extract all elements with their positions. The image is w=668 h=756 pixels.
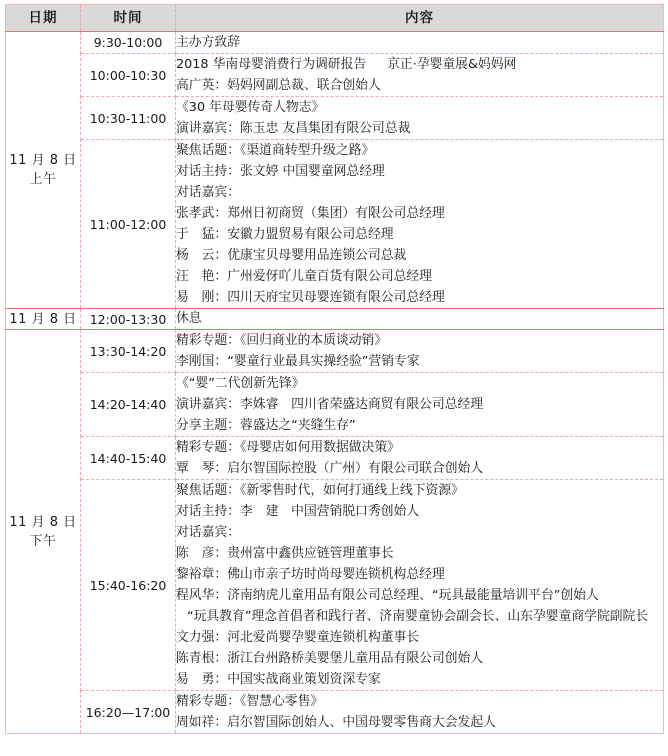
table-row xyxy=(6,309,664,330)
content-line: 精彩专题：《智慧心零售》 xyxy=(176,694,324,709)
time-cell: 12:00-13:30 xyxy=(81,309,176,330)
table-row xyxy=(6,373,664,437)
content-cell xyxy=(176,437,664,480)
content-line: 陈 彦：贵州富中鑫供应链管理董事长 xyxy=(176,546,394,561)
table-row xyxy=(6,691,664,734)
date-period: 下午 xyxy=(29,533,57,549)
content-cell xyxy=(176,330,664,373)
content-line: 文力强：河北爱尚婴孕婴童连锁机构董事长 xyxy=(176,630,420,645)
content-cell xyxy=(176,54,664,97)
table-row xyxy=(6,32,664,54)
content-cell xyxy=(176,32,664,54)
content-line: 演讲嘉宾：陈玉忠 友昌集团有限公司总裁 xyxy=(176,121,411,136)
content-line: 李刚国：“婴童行业最具实操经验”营销专家 xyxy=(176,354,420,369)
content-line: 《30 年母婴传奇人物志》 xyxy=(176,100,325,115)
date-cell xyxy=(6,309,81,330)
content-cell xyxy=(176,480,664,691)
content-line: 高广英：妈妈网副总裁、联合创始人 xyxy=(176,78,381,93)
content-line: 汪 艳：广州爱伢吖儿童百货有限公司总经理 xyxy=(176,269,432,284)
table-row xyxy=(6,480,664,691)
content-line: 对话嘉宾： xyxy=(176,525,240,540)
content-line: 周如祥：启尔智国际创始人、中国母婴零售商大会发起人 xyxy=(176,715,496,730)
content-line: 覃 琴：启尔智国际控股（广州）有限公司联合创始人 xyxy=(176,461,484,476)
content-cell xyxy=(176,97,664,140)
time-cell: 10:30-11:00 xyxy=(81,97,176,140)
conference-schedule-table xyxy=(5,4,664,734)
content-line: 易 勇：中国实战商业策划资深专家 xyxy=(176,672,381,687)
table-row xyxy=(6,97,664,140)
table-row xyxy=(6,330,664,373)
column-header-content: 内容 xyxy=(176,5,664,32)
time-cell: 14:20-14:40 xyxy=(81,373,176,437)
header-row xyxy=(6,5,664,32)
table-header xyxy=(6,5,664,32)
table-row xyxy=(6,140,664,309)
content-line: “玩具教育”理念首倡者和践行者、济南婴童协会副会长、山东孕婴童商学院副院长 xyxy=(187,609,649,624)
content-line: 《“婴”二代创新先锋》 xyxy=(176,376,305,391)
content-cell xyxy=(176,373,664,437)
content-line: 演讲嘉宾：李姝睿 四川省荣盛达商贸有限公司总经理 xyxy=(176,397,484,412)
content-line: 2018 华南母婴消费行为调研报告 京正·孕婴童展&妈妈网 xyxy=(176,57,517,72)
content-line: 于 猛：安徽力盟贸易有限公司总经理 xyxy=(176,227,394,242)
time-cell: 11:00-12:00 xyxy=(81,140,176,309)
column-header-time: 时间 xyxy=(81,5,176,32)
content-cell xyxy=(176,140,664,309)
date-cell xyxy=(6,32,81,309)
time-cell: 16:20—17:00 xyxy=(81,691,176,734)
content-line: 程风华：济南纳虎儿童用品有限公司总经理、“玩具最能量培训平台”创始人 xyxy=(176,588,599,603)
content-line: 对话主持：李 建 中国营销脱口秀创始人 xyxy=(176,504,420,519)
date-day: 11 月 8 日 xyxy=(9,311,77,327)
date-day: 11 月 8 日 xyxy=(9,153,77,168)
content-line: 对话主持：张文婷 中国婴童网总经理 xyxy=(176,164,385,179)
content-line: 对话嘉宾： xyxy=(176,185,240,200)
content-line: 杨 云：优康宝贝母婴用品连锁公司总裁 xyxy=(176,248,407,263)
date-cell xyxy=(6,330,81,734)
time-cell: 15:40-16:20 xyxy=(81,480,176,691)
content-cell xyxy=(176,309,664,330)
content-line: 易 刚：四川天府宝贝母婴连锁有限公司总经理 xyxy=(176,290,445,305)
date-day: 11 月 8 日 xyxy=(9,514,77,530)
table-row xyxy=(6,437,664,480)
content-line: 分享主题：蓉盛达之“夹缝生存” xyxy=(176,418,356,433)
table-row xyxy=(6,54,664,97)
content-line: 主办方致辞 xyxy=(176,35,240,50)
content-line: 精彩专题：《母婴店如何用数据做决策》 xyxy=(176,440,400,455)
content-line: 黎裕章：佛山市亲子坊时尚母婴连锁机构总经理 xyxy=(176,567,445,582)
column-header-date: 日期 xyxy=(6,5,81,32)
content-line: 休息 xyxy=(176,311,202,326)
table-body xyxy=(6,32,664,734)
time-cell: 9:30-10:00 xyxy=(81,32,176,54)
time-cell: 10:00-10:30 xyxy=(81,54,176,97)
content-line: 聚焦话题：《渠道商转型升级之路》 xyxy=(176,143,375,158)
date-period: 上午 xyxy=(29,172,57,187)
content-line: 张孝武：郑州日初商贸（集团）有限公司总经理 xyxy=(176,206,445,221)
content-line: 精彩专题：《回归商业的本质谈动销》 xyxy=(176,333,388,348)
time-cell: 13:30-14:20 xyxy=(81,330,176,373)
content-line: 陈青根：浙江台州路桥美婴堡儿童用品有限公司创始人 xyxy=(176,651,484,666)
content-line: 聚焦话题：《新零售时代，如何打通线上线下资源》 xyxy=(176,483,464,498)
time-cell: 14:40-15:40 xyxy=(81,437,176,480)
content-cell xyxy=(176,691,664,734)
